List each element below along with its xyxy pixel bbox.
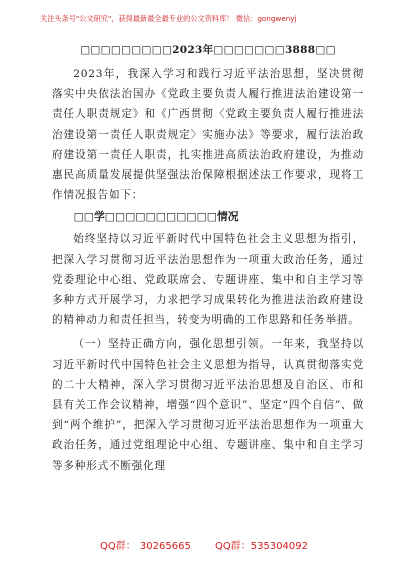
subsection-paragraph: （一）坚持正确方向，强化思想引领。一年来，我坚持以习近平新时代中国特色社会主义思想为指导，认真贯彻落实党的二十大精神，深入学习贯彻习近平法治思想及自治区、市和县有关工作会议精神，增强“四个意识”、坚定“四个自信”、做到“两个维护”，把深入学习贯彻习近平法治思想作为一项重大政治任务，通过党组理论中心组、专题讲座、集中和自主学习等多种形式不断强化理 — [52, 338, 364, 472]
section-paragraph: 始终坚持以习近平新时代中国特色社会主义思想为指引，把深入学习贯彻习近平法治思想作为一项重大政治任务，通过党委理论中心组、党政联席会、专题讲座、集中和自主学习等多种方式开展学习，力求把学习成果转化为推进法治政府建设的精神动力和责任担当，转变为明确的工作思路和任务举措。 — [52, 233, 364, 327]
header-banner: 关注头条号"公文研究"，获得最新最全最专业的公文资料库！ 微信：gongwenyj — [40, 14, 297, 23]
footer-contact — [0, 537, 408, 552]
section-heading: □□学□□□□□□□□□□□情况 — [73, 210, 239, 224]
document-title: □□□□□□□□□2023年□□□□□□□3888□□ — [80, 44, 336, 56]
document-page — [52, 36, 364, 476]
intro-paragraph: 2023年，我深入学习和践行习近平法治思想，坚决贯彻落实中央依法治国办《党政主要负责人履行推进法治建设第一责任人职责规定》和《广西贯彻〈党政主要负责人履行推进法治建设第一责任人职责规定〉实施办法》等要求，履行法治政府建设第一责任人职责，扎实推进高质法治政府建设，为推动惠民高质量发展提供坚强法治保障根据述法工作要求，现将工作情况报告如下： — [52, 68, 364, 202]
qq-group-2: QQ群：535304092 — [215, 541, 309, 552]
qq-group-1: QQ群： 30265665 — [99, 541, 191, 552]
